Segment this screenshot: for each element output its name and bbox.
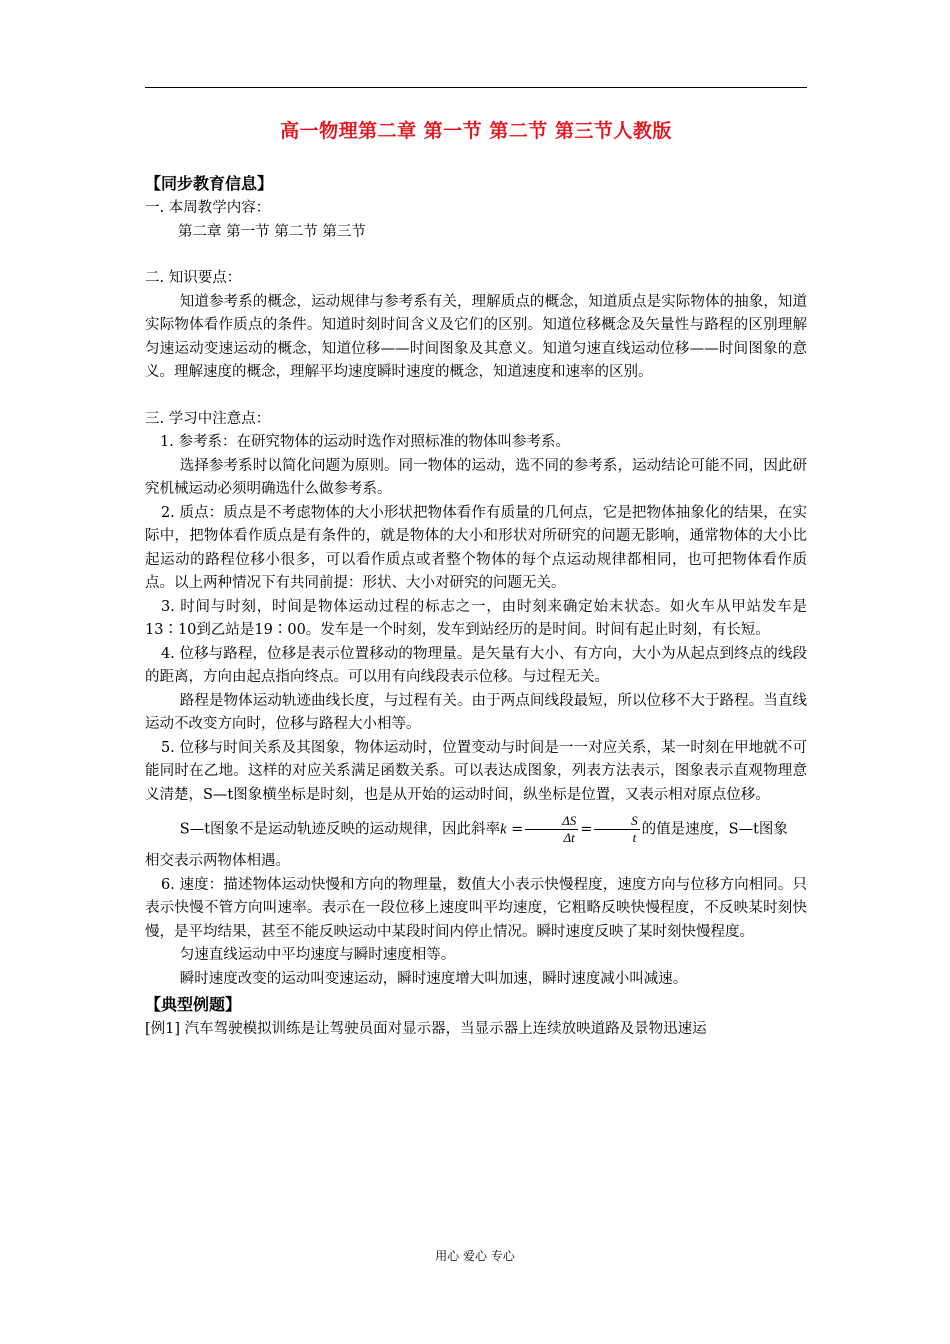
fraction-simple	[594, 813, 639, 846]
slope-text-pre: S—t图象不是运动轨迹反映的运动规律，因此斜率	[179, 821, 501, 838]
point2-particle: 2. 质点：质点是不考虑物体的大小形状把物体看作有质量的几何点，它是把物体抽象化的结果，在实际中，把物体看作质点是有条件的，就是物体的大小和形状对所研究的问题无影响，通常物体的大小比起运动的路程位移小很多，可以看作质点或者整个物体的每个点运动规律都相同，也可把物体看作质点。以上两种情况下有共同前提：形状、大小对研究的问题无关。	[145, 504, 807, 591]
page-title: 高一物理第二章 第一节 第二节 第三节人教版	[280, 120, 672, 142]
page-footer: 用心 爱心 专心	[435, 1249, 515, 1263]
fraction-simple-denominator: t	[632, 830, 637, 845]
item2-text: 知道参考系的概念，运动规律与参考系有关，理解质点的概念，知道质点是实际物体的抽象，知道实际物体看作质点的条件。知道时刻时间含义及它们的区别。知道位移概念及矢量性与路程的区别理解匀速运动变速运动的概念，知道位移——时间图象及其意义。知道匀速直线运动位移——时间图象的意义。理解速度的概念，理解平均速度瞬时速度的概念，知道速度和速率的区别。	[145, 293, 807, 380]
point5-graph: 5. 位移与时间关系及其图象，物体运动时，位置变动与时间是一一对应关系，某一时刻在甲地就不可能同时在乙地。这样的对应关系满足函数关系。可以表达成图象，列表方法表示，图象表示直观物理意义清楚，S—t图象横坐标是时刻，也是从开始的运动时间，纵坐标是位置，又表示相对原点位移。	[145, 739, 807, 803]
point5-meeting: 相交表示两物体相遇。	[145, 853, 290, 869]
fraction-delta-denominator: Δt	[563, 830, 575, 845]
document-body	[145, 170, 807, 1042]
fraction-simple-numerator: S	[594, 813, 639, 830]
point6-velocity: 6. 速度：描述物体运动快慢和方向的物理量，数值大小表示快慢程度，速度方向与位移方向相同。只表示快慢不管方向叫速率。表示在一段位移上速度叫平均速度，它粗略反映快慢程度，不反映某时刻快慢，是平均结果，甚至不能反映运动中某段时间内停止情况。瞬时速度反映了某时刻快慢程度。	[145, 876, 807, 940]
point6-variable: 瞬时速度改变的运动叫变速运动，瞬时速度增大叫加速，瞬时速度减小叫减速。	[179, 970, 688, 987]
point1-detail: 选择参考系时以简化问题为原则。同一物体的运动，选不同的参考系，运动结论可能不同，因此研究机械运动必须明确选什么做参考系。	[145, 457, 807, 497]
point1-reference-frame: 1. 参考系：在研究物体的运动时选作对照标准的物体叫参考系。	[160, 434, 570, 450]
section-heading-examples: 【典型例题】	[145, 995, 242, 1014]
header-rule	[145, 87, 807, 88]
item2-label: 二. 知识要点：	[145, 270, 242, 286]
point5-slope-line	[145, 813, 807, 846]
item1-label: 一. 本周教学内容：	[145, 200, 271, 216]
example-1: [例1] 汽车驾驶模拟训练是让驾驶员面对显示器，当显示器上连续放映道路及景物迅速运	[145, 1021, 707, 1037]
fraction-delta-numerator: ΔS	[525, 813, 578, 830]
item1-chapters: 第二章 第一节 第二节 第三节	[178, 223, 366, 240]
slope-text-post: 的值是速度，S—t图象	[641, 821, 788, 838]
slope-symbol: k	[500, 821, 507, 838]
fraction-delta	[525, 813, 578, 846]
point4-displacement: 4. 位移与路程，位移是表示位置移动的物理量。是矢量有大小、有方向，大小为从起点到终点的线段的距离，方向由起点指向终点。可以用有向线段表示位移。与过程无关。	[145, 645, 807, 685]
section-heading-sync-info: 【同步教育信息】	[145, 174, 274, 193]
equals-sign: =	[511, 821, 524, 838]
point4-distance: 路程是物体运动轨迹曲线长度，与过程有关。由于两点间线段最短，所以位移不大于路程。当直线运动不改变方向时，位移与路程大小相等。	[145, 692, 807, 732]
item3-label: 三. 学习中注意点：	[145, 410, 271, 427]
point3-time: 3. 时间与时刻，时间是物体运动过程的标志之一，由时刻来确定始末状态。如火车从甲站发车是13∶10到乙站是19∶00。发车是一个时刻，发车到站经历的是时间。时间有起止时刻，有长短。	[145, 598, 807, 638]
equals-sign-2: =	[580, 821, 593, 838]
point6-uniform: 匀速直线运动中平均速度与瞬时速度相等。	[179, 947, 456, 963]
